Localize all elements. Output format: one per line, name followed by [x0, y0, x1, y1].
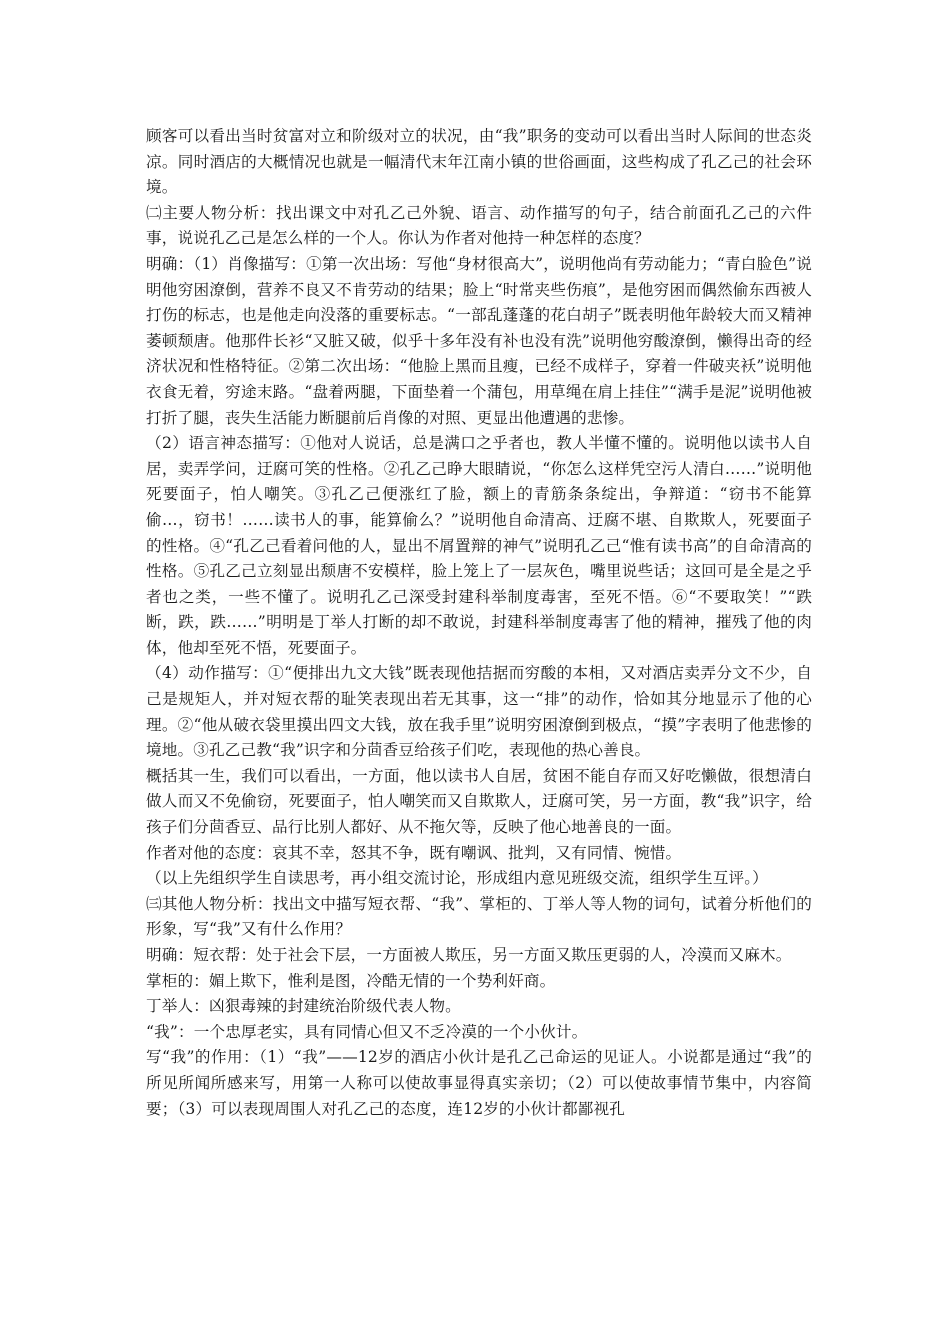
paragraph-author-attitude: 作者对他的态度：哀其不幸，怒其不争，既有嘲讽、批判，又有同情、惋惜。	[146, 843, 682, 862]
paragraph-shopkeeper: 掌柜的：媚上欺下，惟利是图，冷酷无情的一个势利奸商。	[146, 971, 556, 990]
paragraph-language-description: （2）语言神态描写：①他对人说话，总是满口之乎者也，教人半懂不懂的。说明他以读书人自居，卖弄学问，迂腐可笑的性格。②孔乙己睁大眼睛说，“你怎么这样凭空污人清白……”说明他死要面子，怕人嘲笑。③孔乙己便涨红了脸，额上的青筋条条绽出，争辩道：“窃书不能算偷…，窃书！……读书人的事，能算偷么？”说明他自命清高、迂腐不堪、自欺欺人，死要面子的性格。④“孔乙己看着问他的人，显出不屑置辩的神气”说明孔乙己“惟有读书高”的自命清高的性格。⑤孔乙己立刻显出颓唐不安模样，脸上笼上了一层灰色，嘴里说些话；这回可是全是之乎者也之类，一些不懂了。说明孔乙己深受封建科举制度毒害，至死不悟。⑥“不要取笑！”“跌断，跌，跌……”明明是丁举人打断的却不敢说，封建科举制度毒害了他的精神，摧残了他的肉体，他却至死不悟，死要面子。	[146, 434, 812, 657]
paragraph-narrator: “我”：一个忠厚老实，具有同情心但又不乏冷漠的一个小伙计。	[146, 1022, 588, 1041]
paragraph-other-characters-question: ㈢其他人物分析：找出文中描写短衣帮、“我”、掌柜的、丁举人等人物的词句，试着分析他们的形象，写“我”又有什么作用？	[146, 894, 812, 939]
paragraph-social-environment: 顾客可以看出当时贫富对立和阶级对立的状况，由“我”职务的变动可以看出当时人际间的世态炎凉。同时酒店的大概情况也就是一幅清代末年江南小镇的世俗画面，这些构成了孔乙己的社会环境。	[146, 127, 812, 197]
paragraph-ding-juren: 丁举人：凶狠毒辣的封建统治阶级代表人物。	[146, 997, 461, 1016]
paragraph-main-character-question: ㈡主要人物分析：找出课文中对孔乙己外貌、语言、动作描写的句子，结合前面孔乙己的六件事，说说孔乙己是怎么样的一个人。你认为作者对他持一种怎样的态度？	[146, 203, 812, 248]
paragraph-teaching-note: （以上先组织学生自读思考，再小组交流讨论，形成组内意见班级交流，组织学生互评。）	[146, 869, 768, 888]
paragraph-portrait-description: 明确：（1）肖像描写：①第一次出场：写他“身材很高大”，说明他尚有劳动能力；“青白脸色”说明他穷困潦倒，营养不良又不肯劳动的结果；脸上“时常夹些伤痕”，是他穷困而偶然偷东西被人打伤的标志，也是他走向没落的重要标志。“一部乱蓬蓬的花白胡子”既表明他年龄较大而又精神萎顿颓唐。他那件长衫“又脏又破，似乎十多年没有补也没有洗”说明他穷酸潦倒，懒得出奇的经济状况和性格特征。②第二次出场：“他脸上黑而且瘦，已经不成样子，穿着一件破夹袄”说明他衣食无着，穷途末路。“盘着两腿，下面垫着一个蒲包，用草绳在肩上挂住”“满手是泥”说明他被打折了腿，丧失生活能力断腿前后肖像的对照、更显出他遭遇的悲惨。	[146, 254, 812, 427]
paragraph-action-description: （4）动作描写：①“便排出九文大钱”既表现他拮据而穷酸的本相，又对酒店卖弄分文不少，自己是规矩人，并对短衣帮的耻笑表现出若无其事，这一“排”的动作，恰如其分地显示了他的心理。②“他从破衣袋里摸出四文大钱，放在我手里”说明穷困潦倒到极点，“摸”字表明了他悲惨的境地。③孔乙己教“我”识字和分茴香豆给孩子们吃，表现他的热心善良。	[146, 664, 812, 760]
document-page	[146, 124, 812, 1122]
paragraph-narrator-function: 写“我”的作用：（1）“我”——12岁的酒店小伙计是孔乙己命运的见证人。小说都是通过“我”的所见所闻所感来写，用第一人称可以使故事显得真实亲切；（2）可以使故事情节集中，内容简要；（3）可以表现周围人对孔乙己的态度，连12岁的小伙计都鄙视孔	[146, 1048, 812, 1118]
paragraph-short-coat-crowd: 明确：短衣帮：处于社会下层，一方面被人欺压，另一方面又欺压更弱的人，冷漠而又麻木。	[146, 946, 792, 964]
paragraph-life-summary: 概括其一生，我们可以看出，一方面，他以读书人自居，贫困不能自存而又好吃懒做，很想清白做人而又不免偷窃，死要面子，怕人嘲笑而又自欺欺人，迂腐可笑，另一方面，教“我”识字，给孩子们分茴香豆、品行比别人都好、从不拖欠等，反映了他心地善良的一面。	[146, 766, 812, 837]
